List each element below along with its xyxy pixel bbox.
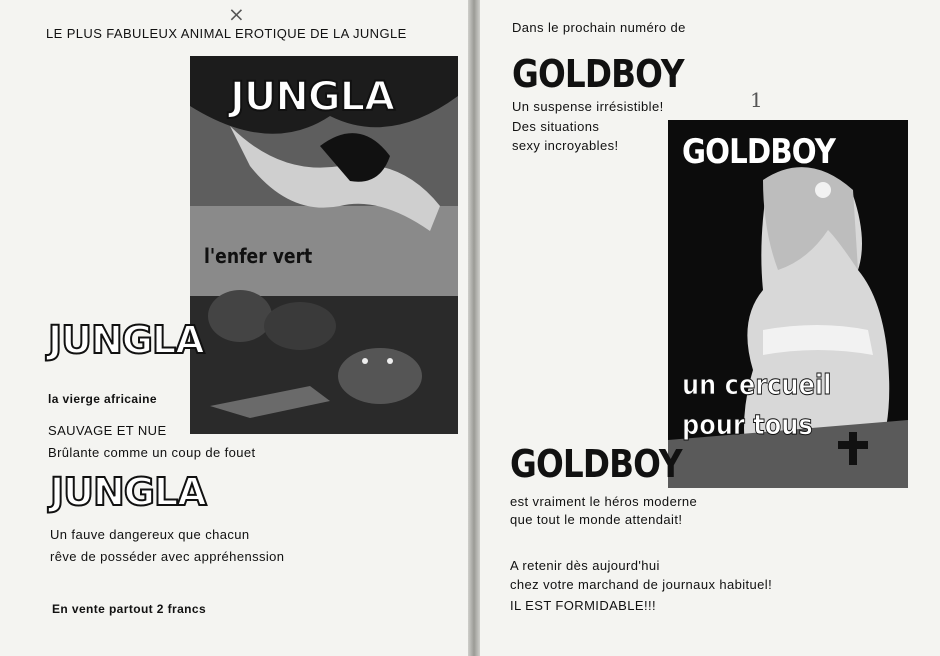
goldboy-intro: Dans le prochain numéro de [512,20,686,35]
pencil-number-mark-icon: 1 [750,88,763,112]
jungla-cover-subtitle: l'enfer vert [204,244,313,268]
goldboy-cover-title-1: un cercueil [682,368,832,401]
goldboy-cover-title-2: pour tous [682,408,813,441]
jungla-cover-image [190,56,458,434]
goldboy-desc-2: que tout le monde attendait! [510,512,683,527]
jungla-desc-2: rêve de posséder avec appréhenssion [50,549,285,564]
jungla-desc-1: Un fauve dangereux que chacun [50,527,250,542]
goldboy-cover-logo: GOLDBOY [682,132,836,172]
goldboy-logo-2: GOLDBOY [510,442,682,486]
jungla-tagline-2: SAUVAGE ET NUE [48,423,167,438]
goldboy-desc-1: est vraiment le héros moderne [510,494,698,509]
jungla-logo-1: JUNGLA [48,318,204,362]
left-page [0,0,468,656]
pencil-mark-icon: × [228,2,245,26]
goldboy-logo-1: GOLDBOY [512,52,684,96]
left-headline: LE PLUS FABULEUX ANIMAL EROTIQUE DE LA JUNGLE [46,26,407,41]
jungla-cover-logo: JUNGLA [230,74,395,120]
page-gutter [468,0,480,656]
goldboy-tagline-2: Des situations [512,119,600,134]
goldboy-cta-1: A retenir dès aujourd'hui [510,558,660,573]
right-page [480,0,940,656]
goldboy-cta-2: chez votre marchand de journaux habituel! [510,577,773,592]
goldboy-tagline-1: Un suspense irrésistible! [512,99,664,114]
goldboy-cover-image [668,120,908,488]
jungla-logo-2: JUNGLA [50,470,206,514]
goldboy-cta-3: IL EST FORMIDABLE!!! [510,598,656,613]
jungla-tagline-1: la vierge africaine [48,392,157,406]
goldboy-tagline-3: sexy incroyables! [512,138,619,153]
jungla-tagline-3: Brûlante comme un coup de fouet [48,445,256,460]
jungla-price: En vente partout 2 francs [52,602,207,616]
